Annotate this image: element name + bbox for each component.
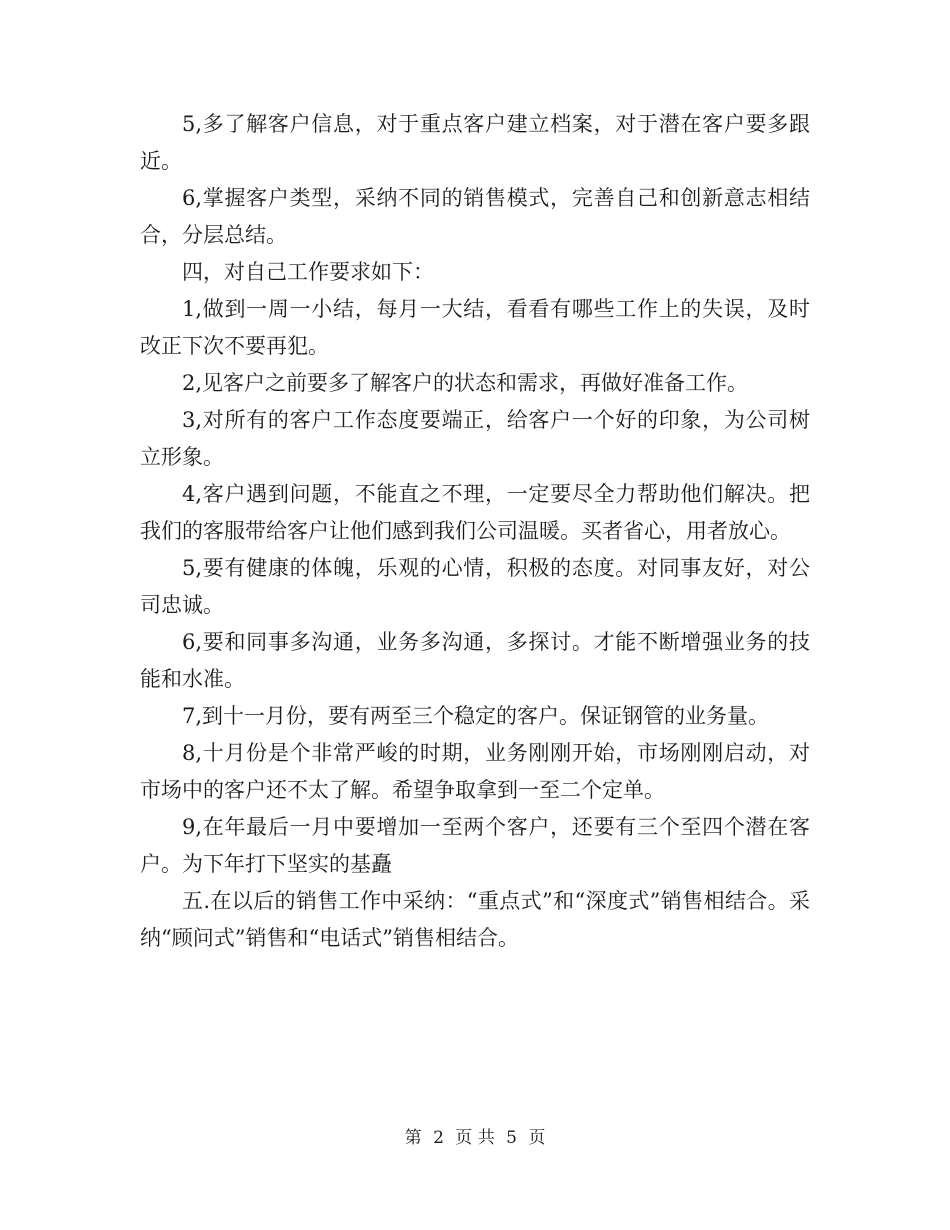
page-footer (0, 1126, 950, 1150)
footer-suffix: 页 (528, 1128, 546, 1148)
footer-prefix: 第 (404, 1128, 422, 1148)
paragraph: 5,多了解客户信息，对于重点客户建立档案，对于潜在客户要多跟近。 (140, 112, 810, 173)
current-page-number: 2 (433, 1128, 444, 1148)
paragraph: 6,掌握客户类型，采纳不同的销售模式，完善自己和创新意志相结合，分层总结。 (140, 186, 810, 247)
section-heading: 五.在以后的销售工作中采纳：“重点式”和“深度式”销售相结合。采纳“顾问式”销售和“电话式”销售相结合。 (140, 889, 810, 950)
total-page-count: 5 (506, 1128, 517, 1148)
paragraph: 7,到十一月份，要有两至三个稳定的客户。保证钢管的业务量。 (182, 704, 770, 728)
paragraph: 5,要有健康的体魄，乐观的心情，积极的态度。对同事友好，对公司忠诚。 (140, 556, 810, 617)
paragraph: 6,要和同事多沟通，业务多沟通，多探讨。才能不断增强业务的技能和水准。 (140, 630, 810, 691)
paragraph: 8,十月份是个非常严峻的时期，业务刚刚开始，市场刚刚启动，对市场中的客户还不太了解。希望争取拿到一至二个定单。 (140, 741, 810, 802)
section-heading: 四，对自己工作要求如下： (182, 260, 434, 284)
paragraph: 1,做到一周一小结，每月一大结，看看有哪些工作上的失误，及时改正下次不要再犯。 (140, 297, 810, 358)
paragraph: 4,客户遇到问题，不能直之不理，一定要尽全力帮助他们解决。把我们的客服带给客户让他们感到我们公司温暖。买者省心，用者放心。 (140, 482, 810, 543)
footer-mid: 页 共 (455, 1128, 495, 1148)
document-body (140, 106, 810, 957)
paragraph: 3,对所有的客户工作态度要端正，给客户一个好的印象，为公司树立形象。 (140, 408, 810, 469)
paragraph: 9,在年最后一月中要增加一至两个客户，还要有三个至四个潜在客户。为下年打下坚实的基矗 (140, 815, 810, 876)
paragraph: 2,见客户之前要多了解客户的状态和需求，再做好准备工作。 (182, 371, 749, 395)
